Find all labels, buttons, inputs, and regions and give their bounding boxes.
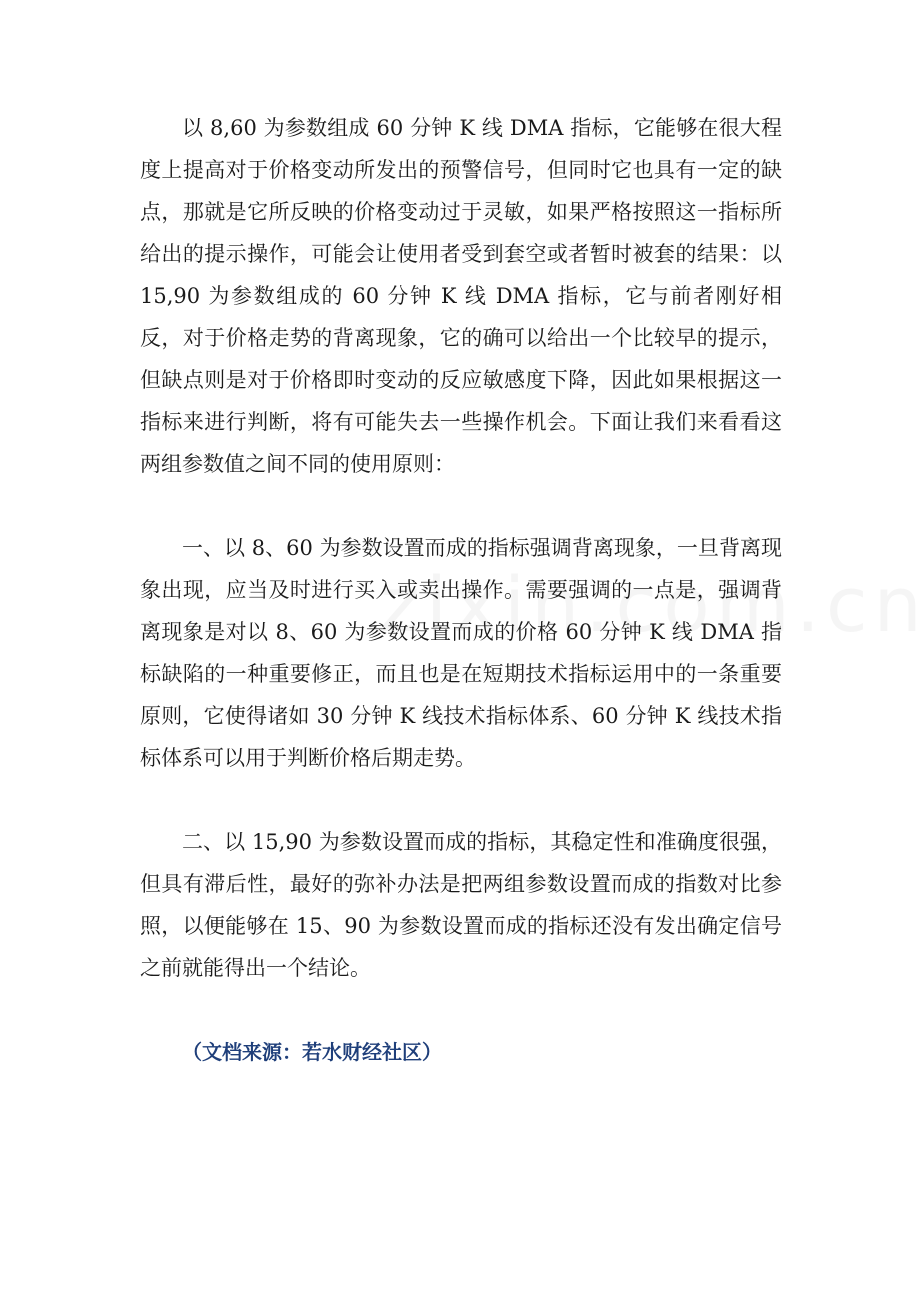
- paragraph-intro: 以 8,60 为参数组成 60 分钟 K 线 DMA 指标，它能够在很大程度上提高对于价格变动所发出的预警信号，但同时它也具有一定的缺点，那就是它所反映的价格变动过于灵敏，如果严格按照这一指标所给出的提示操作，可能会让使用者受到套空或者暂时被套的结果：以 15,90 为参数组成的 60 分钟 K 线 DMA 指标，它与前者刚好相反，对于价格走势的背离现象，它的确可以给出一个比较早的提示，但缺点则是对于价格即时变动的反应敏感度下降，因此如果根据这一指标来进行判断，将有可能失去一些操作机会。下面让我们来看看这两组参数值之间不同的使用原则：: [140, 116, 782, 476]
- paragraph-principle-two: 二、以 15,90 为参数设置而成的指标，其稳定性和准确度很强，但具有滞后性，最好的弥补办法是把两组参数设置而成的指数对比参照，以便能够在 15、90 为参数设置而成的指标还没有发出确定信号之前就能得出一个结论。: [140, 830, 782, 980]
- document-body: [140, 107, 782, 1073]
- paragraph-principle-one: 一、以 8、60 为参数设置而成的指标强调背离现象，一旦背离现象出现，应当及时进行买入或卖出操作。需要强调的一点是，强调背离现象是对以 8、60 为参数设置而成的价格 60 分钟 K 线 DMA 指标缺陷的一种重要修正，而且也是在短期技术指标运用中的一条重要原则，它使得诸如 30 分钟 K 线技术指标体系、60 分钟 K 线技术指标体系可以用于判断价格后期走势。: [140, 536, 782, 770]
- document-source: （文档来源：若水财经社区）: [182, 1040, 442, 1064]
